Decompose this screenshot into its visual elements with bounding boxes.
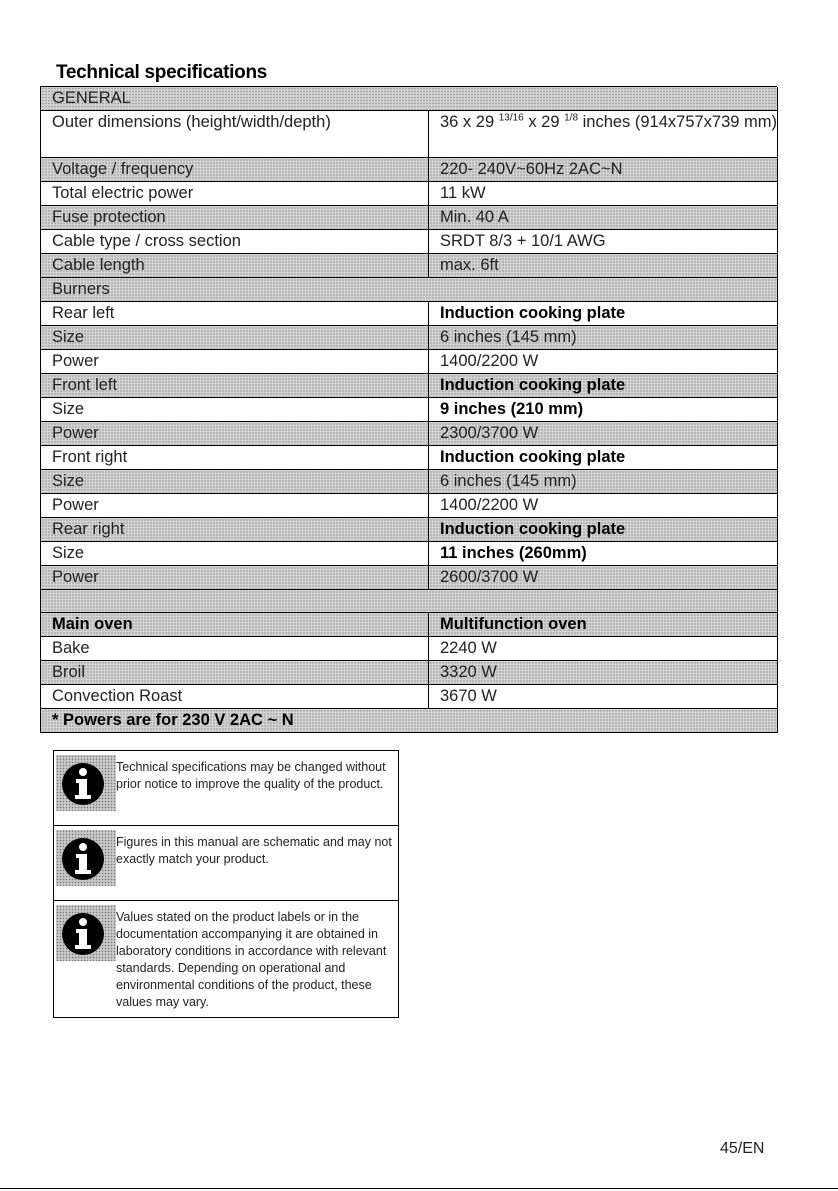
oven-header-value: Multifunction oven	[429, 613, 778, 637]
spacer-row	[41, 590, 778, 613]
spec-value: SRDT 8/3 + 10/1 AWG	[429, 230, 778, 254]
note-text: Technical specifications may be changed without prior notice to improve the quality of the product.	[116, 760, 386, 791]
spec-label: Rear right	[41, 518, 429, 542]
spec-label: Voltage / frequency	[41, 158, 429, 182]
table-row	[41, 326, 778, 350]
table-row	[41, 398, 778, 422]
dim-fraction: 1/8	[564, 112, 579, 124]
spec-value: 3670 W	[429, 685, 778, 709]
table-row	[41, 422, 778, 446]
note-text: Figures in this manual are schematic and may not exactly match your product.	[116, 835, 392, 866]
spec-value: Induction cooking plate	[429, 374, 778, 398]
spec-value: 9 inches (210 mm)	[429, 398, 778, 422]
spec-label: Bake	[41, 637, 429, 661]
page-number: 45/EN	[720, 1140, 765, 1157]
table-row	[41, 254, 778, 278]
table-row	[41, 446, 778, 470]
spec-table	[40, 87, 778, 733]
dim-part: inches (914x757x739 mm)	[578, 113, 778, 131]
table-row	[41, 470, 778, 494]
spec-label: Convection Roast	[41, 685, 429, 709]
spec-value: 2300/3700 W	[429, 422, 778, 446]
spec-label: Rear left	[41, 302, 429, 326]
dim-fraction: 13/16	[498, 112, 524, 124]
spec-value: 6 inches (145 mm)	[429, 470, 778, 494]
spec-label: Outer dimensions (height/width/depth)	[41, 111, 429, 158]
info-icon	[60, 761, 106, 807]
spec-value: Induction cooking plate	[429, 518, 778, 542]
oven-header-row	[41, 613, 778, 637]
spec-label: Fuse protection	[41, 206, 429, 230]
bottom-rule	[0, 1188, 838, 1189]
spec-label: Broil	[41, 661, 429, 685]
spec-label: Front left	[41, 374, 429, 398]
table-row	[41, 302, 778, 326]
spec-label: Size	[41, 470, 429, 494]
spec-value: 2240 W	[429, 637, 778, 661]
note-text: Values stated on the product labels or in the documentation accompanying it are obtained in laboratory conditions in accordance with relevant standards. Depending on operational and environmental conditions of the product, these values may vary.	[116, 910, 387, 1009]
oven-header-label: Main oven	[41, 613, 429, 637]
table-row	[41, 566, 778, 590]
spec-value: 2600/3700 W	[429, 566, 778, 590]
table-row	[41, 661, 778, 685]
spec-label: Power	[41, 566, 429, 590]
spec-label: Size	[41, 326, 429, 350]
table-row	[41, 111, 778, 158]
info-icon-box	[56, 830, 116, 886]
dim-part: x 29	[523, 113, 565, 131]
info-icon-box	[56, 755, 116, 811]
table-row	[41, 230, 778, 254]
spec-label: Total electric power	[41, 182, 429, 206]
notes-box	[53, 750, 399, 1018]
note-item	[54, 826, 398, 901]
spec-label: Cable length	[41, 254, 429, 278]
table-row	[41, 374, 778, 398]
spec-label: Power	[41, 350, 429, 374]
spacer-cell	[41, 590, 778, 613]
spec-value	[429, 111, 778, 158]
spec-value: 220- 240V~60Hz 2AC~N	[429, 158, 778, 182]
spec-value: Min. 40 A	[429, 206, 778, 230]
spec-label: Size	[41, 542, 429, 566]
spec-value: 3320 W	[429, 661, 778, 685]
table-row	[41, 518, 778, 542]
burners-header-row	[41, 278, 778, 302]
spec-value: 11 inches (260mm)	[429, 542, 778, 566]
spec-label: Size	[41, 398, 429, 422]
note-item	[54, 901, 398, 1018]
table-row	[41, 206, 778, 230]
spec-label: Front right	[41, 446, 429, 470]
spec-label: Cable type / cross section	[41, 230, 429, 254]
spec-value: 6 inches (145 mm)	[429, 326, 778, 350]
page-title: Technical specifications	[56, 62, 268, 83]
spec-value: max. 6ft	[429, 254, 778, 278]
spec-label: Power	[41, 494, 429, 518]
info-icon	[60, 836, 106, 882]
footnote: * Powers are for 230 V 2AC ~ N	[41, 709, 778, 733]
dim-part: 36 x 29	[440, 113, 499, 131]
table-row	[41, 494, 778, 518]
info-icon-box	[56, 905, 116, 961]
table-row	[41, 637, 778, 661]
spec-label: Power	[41, 422, 429, 446]
spec-value: 11 kW	[429, 182, 778, 206]
note-item	[54, 751, 398, 826]
spec-value: Induction cooking plate	[429, 446, 778, 470]
spec-value: Induction cooking plate	[429, 302, 778, 326]
general-header-row	[41, 87, 778, 111]
table-row	[41, 350, 778, 374]
table-row	[41, 182, 778, 206]
table-row	[41, 158, 778, 182]
spec-value: 1400/2200 W	[429, 494, 778, 518]
info-icon	[60, 911, 106, 957]
general-header: GENERAL	[41, 87, 778, 111]
table-row	[41, 542, 778, 566]
table-row	[41, 685, 778, 709]
spec-value: 1400/2200 W	[429, 350, 778, 374]
burners-header: Burners	[41, 278, 778, 302]
footnote-row	[41, 709, 778, 733]
